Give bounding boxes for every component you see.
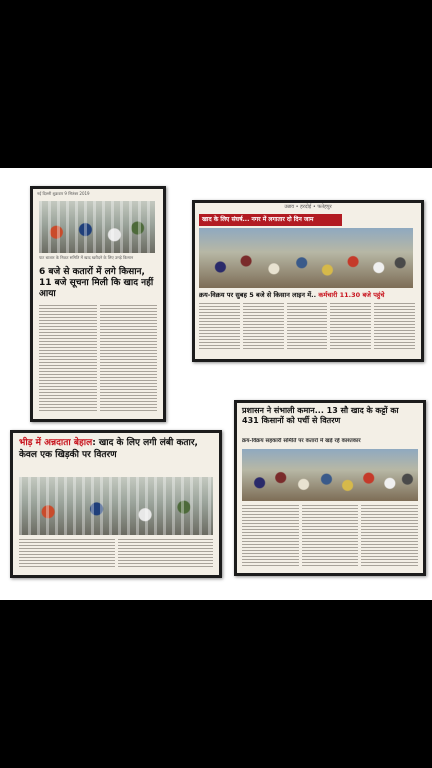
collage-sheet	[0, 168, 432, 600]
headline	[19, 437, 215, 461]
clipping-bottom-left	[10, 430, 222, 578]
article-body	[39, 305, 157, 413]
crowd-photo	[242, 449, 418, 501]
article-body	[242, 505, 418, 567]
masthead: नई दिल्ली शुक्रवार 9 सितंबर 2019	[37, 191, 90, 196]
crowd-photo	[199, 228, 413, 288]
crowd-photo	[39, 201, 155, 253]
masthead: उन्नाव • हरदोई • फतेहपुर	[284, 204, 332, 210]
crowd-photo	[19, 477, 213, 535]
headline-tail: कर्मचारी 11.30 बजे पहुंचे	[318, 291, 385, 299]
photo-caption: पाट बाजार के निकट समिति में खाद खरीदने के लिए उमड़े किसान	[39, 255, 134, 260]
headline-main: क्रय-विक्रय पर सुबह 5 बजे से किसान लाइन में..	[199, 291, 317, 299]
headline: प्रशासन ने संभाली कमान... 13 सौ खाद के कट्टों का 431 किसानों को पर्ची से वितरण	[242, 406, 399, 425]
headline	[199, 291, 415, 300]
article-body	[19, 539, 213, 569]
clipping-top-right	[192, 200, 424, 362]
subhead: क्रय-विक्रय सहकारी समिति पर कतारों में खड़े रहे काश्तकार	[242, 438, 361, 444]
headline-red: भीड़ में अन्नदाता बेहाल	[19, 438, 93, 448]
banner-headline: खाद के लिए संघर्ष... नगर में लगातार दो दिन जाम	[199, 214, 342, 226]
headline-rest: : खाद के लिए लगी लंबी कतार, केवल एक खिड़की पर वितरण	[19, 438, 198, 460]
headline: 6 बजे से कतारों में लगे किसान, 11 बजे सूचना मिली कि खाद नहीं आया	[39, 267, 154, 299]
clipping-top-left	[30, 186, 166, 422]
clipping-bottom-right	[234, 400, 426, 576]
article-body	[199, 303, 415, 351]
